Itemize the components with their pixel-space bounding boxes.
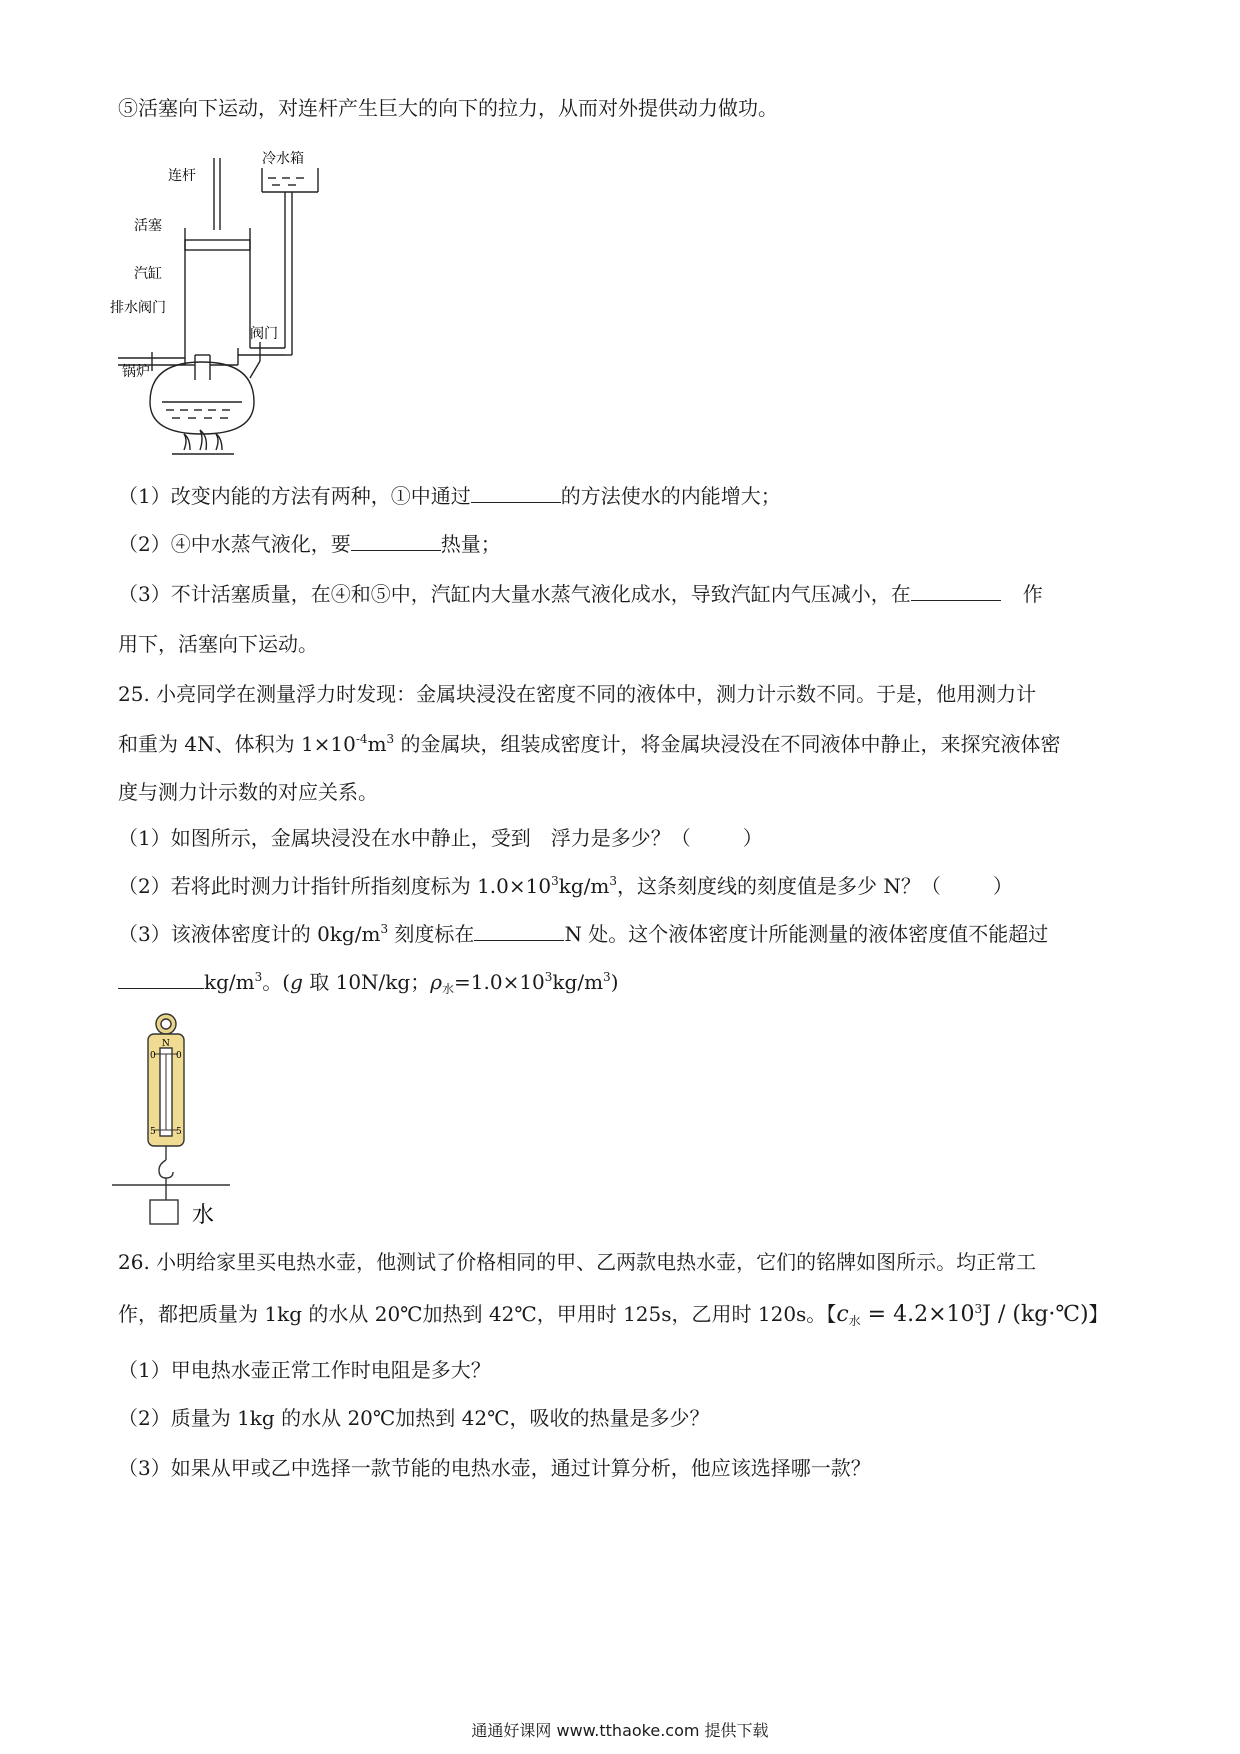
q25-stem-line1: 25. 小亮同学在测量浮力时发现：金属块浸没在密度不同的液体中，测力计示数不同。于是，他用测力计: [118, 682, 1037, 706]
q24-part1: （1）改变内能的方法有两种，①中通过 的方法使水的内能增大；: [118, 484, 781, 508]
q26-stem-line2: 作，都把质量为 1kg 的水从 20℃加热到 42℃，甲用时 125s，乙用时 120s。【$c_水 = 4.2\times 10^3J$ / (kg·℃)】: [118, 1302, 1109, 1328]
q25-part2: （2）若将此时测力计指针所指刻度标为 $1.0\times 10^3kg/m^3$，这条刻度线的刻度值是多少 N？（ ）: [118, 874, 1013, 898]
q25-blank-2[interactable]: [118, 970, 204, 989]
q26-part1: （1）甲电热水壶正常工作时电阻是多大？: [118, 1358, 491, 1382]
q25-part3: （3）该液体密度计的 $0kg/m^3$ 刻度标在 N 处。这个液体密度计所能测量的液体密度值不能超过: [118, 922, 1049, 946]
valve-label: 阀门: [250, 326, 278, 342]
q25-stem-line3: 度与测力计示数的对应关系。: [118, 780, 378, 804]
rod-label: 连杆: [168, 168, 196, 184]
intro-text: ⑤活塞向下运动，对连杆产生巨大的向下的拉力，从而对外提供动力做功。: [118, 96, 778, 120]
scale-tick-right-bottom: 5: [176, 1127, 182, 1137]
drain-valve-label: 排水阀门: [110, 300, 166, 316]
footer-text: 通通好课网 www.tthaoke.com 提供下载: [471, 1721, 769, 1740]
q24-part2: （2）④中水蒸气液化，要 热量；: [118, 532, 501, 556]
q25-part3-cont: $kg/m^3$。(g 取 10N/kg；$\rho_水=1.0\times 10^3kg/m^3$): [118, 968, 619, 996]
boiler-label: 锅炉: [122, 364, 150, 380]
q24-blank-3[interactable]: [911, 582, 1001, 601]
cylinder-label: 汽缸: [134, 266, 162, 282]
scale-tick-left-bottom: 5: [150, 1127, 156, 1137]
q24-blank-2[interactable]: [351, 532, 441, 551]
q25-part1: （1）如图所示，金属块浸没在水中静止，受到 浮力是多少？（ ）: [118, 826, 763, 850]
q25-stem-line2: 和重为 4N、体积为 $1\times 10^{-4}m^3$ 的金属块，组装成密度计，将金属块浸没在不同液体中静止，来探究液体密: [118, 732, 1061, 756]
cold-tank-label: 冷水箱: [262, 151, 304, 167]
scale-unit-label: N: [162, 1039, 170, 1049]
piston-label: 活塞: [134, 218, 162, 234]
q26-stem-line1: 26. 小明给家里买电热水壶，他测试了价格相同的甲、乙两款电热水壶，它们的铭牌如图所示。均正常工: [118, 1250, 1037, 1274]
scale-tick-right-top: 0: [176, 1051, 182, 1061]
steam-engine-figure: [110, 150, 370, 460]
q26-part3: （3）如果从甲或乙中选择一款节能的电热水壶，通过计算分析，他应该选择哪一款？: [118, 1456, 871, 1480]
q24-part3-cont: 用下，活塞向下运动。: [118, 632, 318, 656]
q25-blank-1[interactable]: [474, 922, 564, 941]
scale-tick-left-top: 0: [150, 1051, 156, 1061]
q26-part2: （2）质量为 1kg 的水从 20℃加热到 42℃，吸收的热量是多少？: [118, 1406, 710, 1430]
q24-blank-1[interactable]: [471, 484, 561, 503]
spring-scale-figure: [110, 1010, 250, 1230]
water-label: 水: [192, 1203, 215, 1228]
q24-part3: （3）不计活塞质量，在④和⑤中，汽缸内大量水蒸气液化成水，导致汽缸内气压减小，在 作: [118, 582, 1043, 606]
